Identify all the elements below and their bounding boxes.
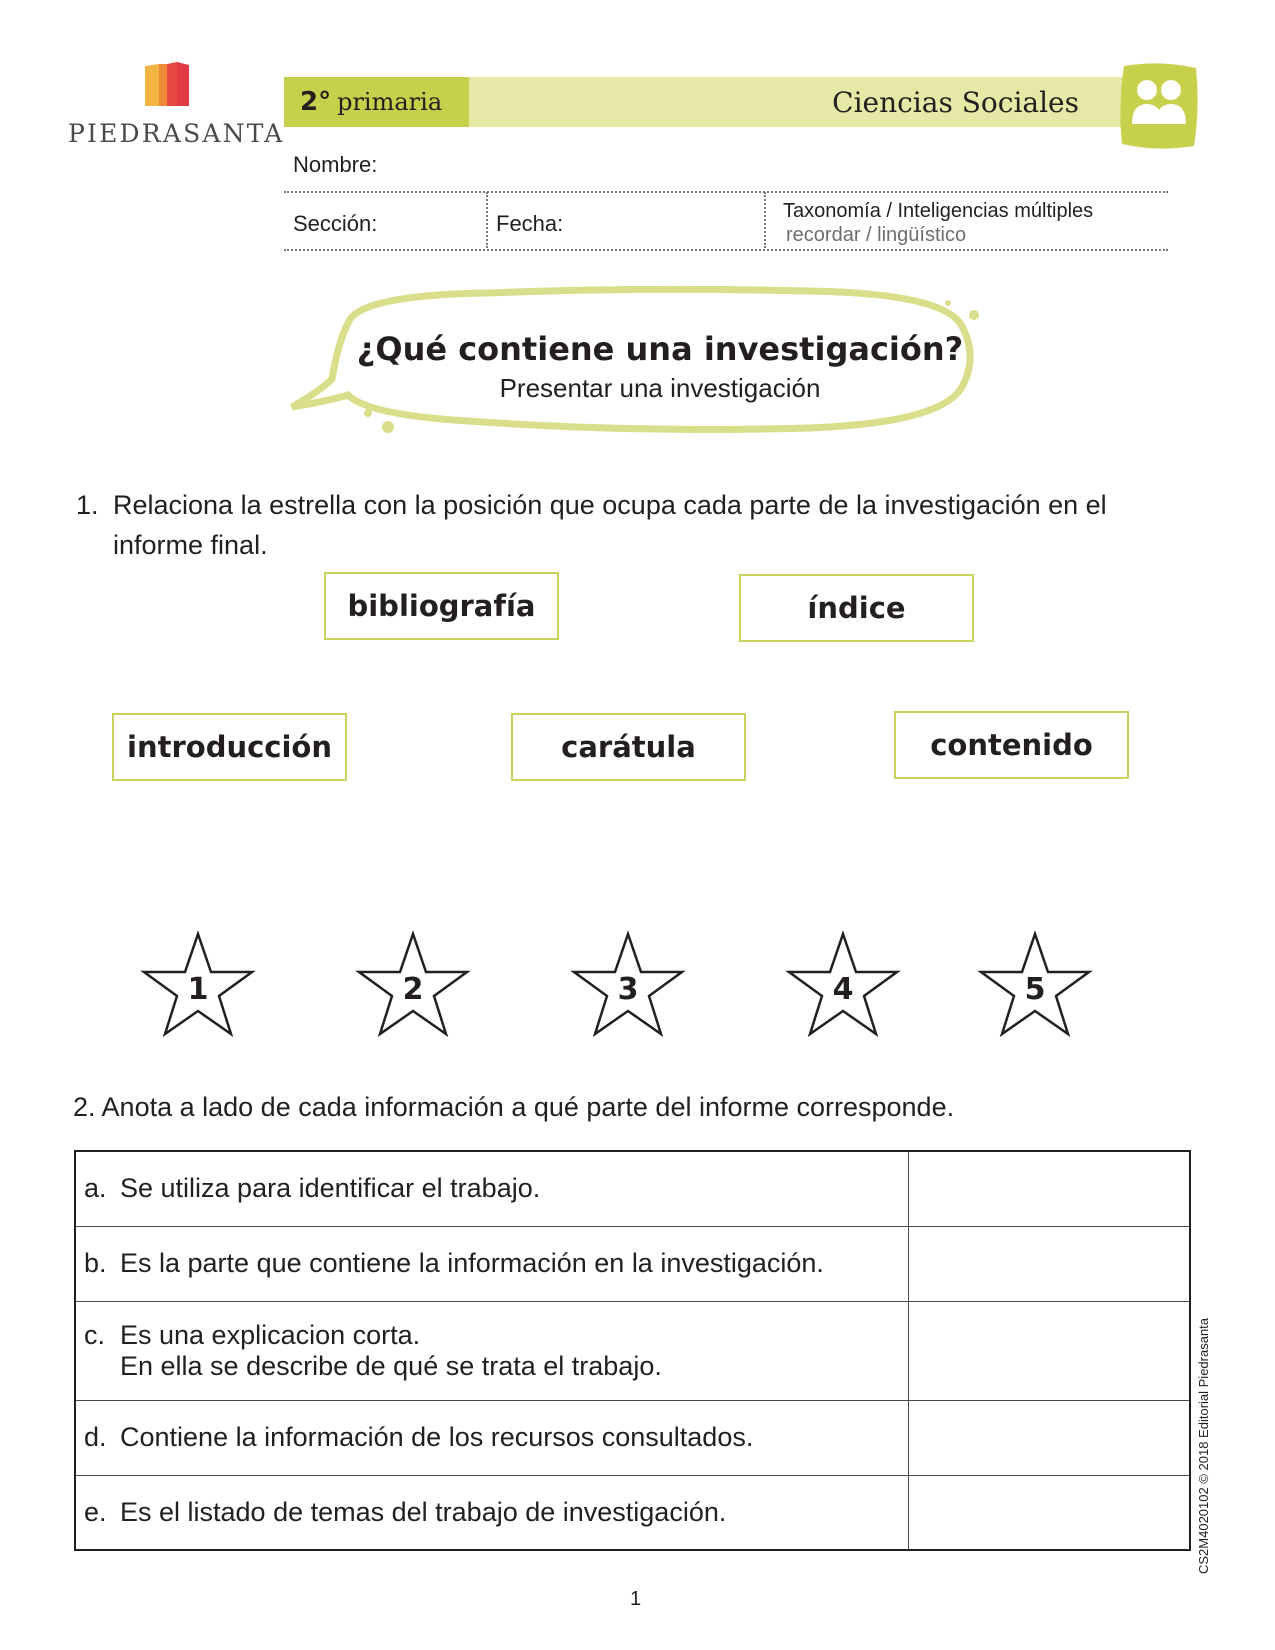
star-number: 1	[187, 972, 209, 1007]
table-row	[75, 1301, 1190, 1400]
star-1	[138, 930, 258, 1045]
subject-bar	[469, 77, 1129, 127]
statement-cell	[75, 1226, 909, 1301]
table-row	[75, 1475, 1190, 1550]
brand-name: PIEDRASANTA	[68, 119, 285, 148]
row-letter: e.	[84, 1496, 107, 1527]
statement-cell	[75, 1301, 909, 1400]
word-box-indice: índice	[739, 574, 974, 642]
answers-table	[74, 1150, 1191, 1551]
statement-text-line2: En ella se describe de qué se trata el trabajo.	[120, 1350, 662, 1381]
divider	[284, 249, 1168, 251]
answer-cell[interactable]	[909, 1301, 1191, 1400]
answer-cell[interactable]	[909, 1151, 1191, 1226]
star-number: 5	[1024, 972, 1046, 1007]
question-text: Relaciona la estrella con la posición que ocupa cada parte de la investigación en el informe final.	[113, 490, 1107, 560]
question-text: Anota a lado de cada información a qué parte del informe corresponde.	[101, 1092, 955, 1122]
section-label: Sección:	[293, 211, 378, 236]
answer-cell[interactable]	[909, 1400, 1191, 1475]
star-number: 3	[617, 972, 639, 1007]
statement-cell	[75, 1400, 909, 1475]
taxonomy-value: recordar / lingüístico	[786, 224, 967, 246]
table-row	[75, 1400, 1190, 1475]
question-number: 1.	[76, 490, 99, 520]
book-icon	[143, 62, 193, 107]
grade-badge	[284, 77, 469, 127]
question-1	[76, 485, 1176, 565]
star-4	[783, 930, 903, 1045]
statement-text: Se utiliza para identificar el trabajo.	[120, 1173, 541, 1204]
divider	[486, 192, 488, 248]
copyright-note: CS2M4020102 © 2018 Editorial Piedrasanta	[1196, 1317, 1211, 1574]
statement-text: Contiene la información de los recursos consultados.	[120, 1422, 754, 1452]
grade-number: 2°	[300, 87, 332, 117]
date-label: Fecha:	[496, 211, 564, 236]
row-letter: c.	[84, 1319, 106, 1350]
question-2	[73, 1092, 954, 1123]
star-number: 4	[832, 972, 854, 1007]
answer-cell[interactable]	[909, 1226, 1191, 1301]
publisher-logo	[68, 62, 285, 152]
taxonomy-label: Taxonomía / Inteligencias múltiples	[783, 200, 1094, 222]
star-number: 2	[402, 972, 424, 1007]
subject-title: Ciencias Sociales	[832, 85, 1079, 119]
word-box-caratula: carátula	[511, 713, 746, 781]
statement-text: Es la parte que contiene la información en la investigación.	[120, 1248, 824, 1278]
star-2	[353, 930, 473, 1045]
name-label: Nombre:	[293, 152, 378, 177]
row-letter: b.	[84, 1248, 107, 1278]
question-number: 2.	[73, 1092, 96, 1122]
worksheet-subtitle: Presentar una investigación	[499, 373, 821, 403]
table-row	[75, 1151, 1190, 1226]
answer-cell[interactable]	[909, 1475, 1191, 1550]
statement-cell	[75, 1151, 909, 1226]
star-3	[568, 930, 688, 1045]
star-5	[975, 930, 1095, 1045]
statement-text: Es el listado de temas del trabajo de investigación.	[120, 1496, 727, 1527]
word-box-contenido: contenido	[894, 711, 1129, 779]
row-letter: a.	[84, 1173, 107, 1204]
statement-cell	[75, 1475, 909, 1550]
worksheet-title: ¿Qué contiene una investigación?	[356, 330, 964, 368]
people-icon	[1118, 62, 1200, 152]
row-letter: d.	[84, 1422, 107, 1452]
table-row	[75, 1226, 1190, 1301]
divider	[764, 192, 766, 248]
divider	[284, 191, 1168, 193]
statement-text: Es una explicacion corta.	[120, 1319, 421, 1350]
word-box-introduccion: introducción	[112, 713, 347, 781]
grade-text: primaria	[337, 88, 443, 116]
word-box-bibliografia: bibliografía	[324, 572, 559, 640]
page-number: 1	[630, 1588, 642, 1610]
